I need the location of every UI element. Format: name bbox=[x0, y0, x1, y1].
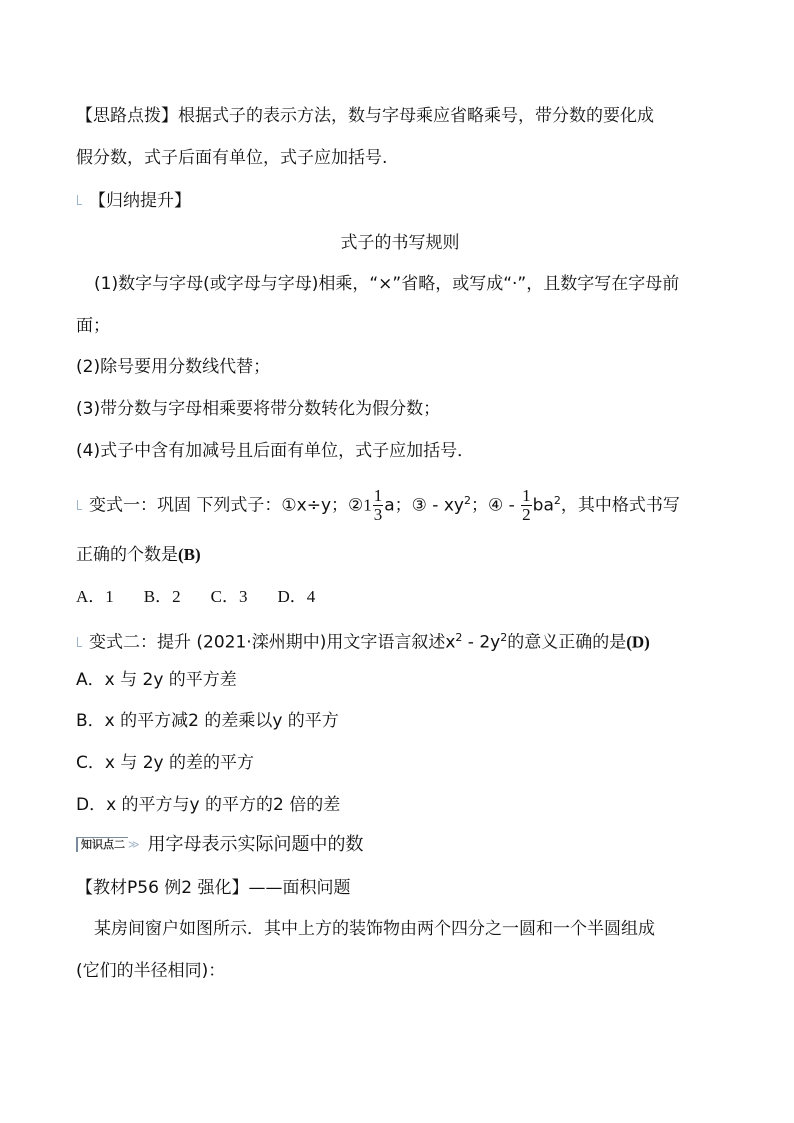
exponent: 2 bbox=[455, 631, 463, 644]
variant-1-intro: 变式一：巩固 下列式子：①x÷y；② bbox=[89, 495, 364, 516]
variant-1-expr-c: ba bbox=[532, 495, 554, 516]
variant-1-expr-a: a；③ - xy bbox=[384, 495, 464, 516]
variant-2-middle: - 2y bbox=[462, 632, 501, 653]
exponent: 2 bbox=[500, 631, 508, 644]
summary-header bbox=[76, 189, 724, 213]
rules-title: 式子的书写规则 bbox=[340, 233, 460, 253]
hint-label: 【思路点拨】 bbox=[76, 106, 178, 126]
variant-1-expr-b: ；④ - bbox=[470, 495, 521, 516]
section-marker-icon bbox=[76, 195, 85, 207]
problem-line-2: (它们的半径相同)： bbox=[76, 961, 226, 981]
variant-1-question-end: 正确的个数是 bbox=[76, 545, 178, 565]
variant-1-line-2 bbox=[76, 543, 724, 567]
fraction-numerator: 1 bbox=[373, 486, 383, 506]
rule-1-line-2: 面； bbox=[76, 316, 110, 336]
variant-1-answer: (B) bbox=[178, 545, 201, 564]
variant-2-option-b: B．x 的平方减2 的差乘以y 的平方 bbox=[76, 711, 339, 731]
problem-line-1: 某房间窗户如图所示．其中上方的装饰物由两个四分之一圆和一个半圆组成 bbox=[94, 919, 655, 939]
summary-header-text: 【归纳提升】 bbox=[89, 191, 191, 211]
rule-1-line-1: (1)数字与字母(或字母与字母)相乘，“×”省略，或写成“·”，且数字写在字母前 bbox=[94, 274, 680, 294]
section-marker-icon bbox=[76, 500, 85, 512]
double-arrow-icon: ≫ bbox=[128, 838, 140, 851]
knowledge-title: 用字母表示实际问题中的数 bbox=[147, 834, 364, 855]
fraction-denominator: 3 bbox=[373, 505, 383, 525]
fraction-denominator: 2 bbox=[522, 505, 531, 525]
knowledge-point-header bbox=[76, 833, 724, 857]
textbook-label: 【教材P56 例2 强化】——面积问题 bbox=[76, 878, 351, 898]
knowledge-badge: 知识点二 bbox=[76, 837, 128, 852]
variant-2-option-d: D．x 的平方与y 的平方的2 倍的差 bbox=[76, 795, 341, 815]
rule-4: (4)式子中含有加减号且后面有单位，式子应加括号． bbox=[76, 441, 475, 461]
mixed-number-fraction bbox=[373, 487, 384, 524]
hint-text-1: 根据式子的表示方法，数与字母乘应省略乘号，带分数的要化成 bbox=[178, 106, 654, 126]
hint-line-1 bbox=[76, 104, 724, 128]
rule-3: (3)带分数与字母相乘要将带分数转化为假分数； bbox=[76, 399, 441, 419]
variant-1-tail: ，其中格式书写 bbox=[560, 495, 680, 516]
option-b: B．2 bbox=[143, 587, 181, 606]
fraction-numerator: 1 bbox=[522, 486, 531, 506]
option-c: C．3 bbox=[210, 587, 248, 606]
section-marker-icon bbox=[76, 637, 85, 649]
variant-2-intro: 变式二：提升 (2021·滦州期中)用文字语言叙述x bbox=[89, 632, 456, 653]
option-d: D．4 bbox=[277, 587, 316, 606]
exponent: 2 bbox=[553, 494, 561, 507]
variant-2-answer: (D) bbox=[626, 632, 650, 652]
option-a: A．1 bbox=[76, 587, 114, 606]
exponent: 2 bbox=[463, 494, 471, 507]
rule-2: (2)除号要用分数线代替； bbox=[76, 357, 271, 377]
variant-2-question bbox=[76, 626, 724, 655]
hint-line-2: 假分数，式子后面有单位，式子应加括号. bbox=[76, 148, 388, 168]
mixed-number-whole: 1 bbox=[363, 495, 372, 515]
fraction-half bbox=[521, 487, 532, 524]
variant-2-option-c: C．x 与 2y 的差的平方 bbox=[76, 753, 255, 773]
variant-1-options bbox=[76, 585, 724, 609]
variant-2-tail: 的意义正确的是 bbox=[507, 632, 627, 653]
variant-1-question bbox=[76, 481, 724, 526]
variant-2-option-a: A．x 与 2y 的平方差 bbox=[76, 670, 237, 690]
